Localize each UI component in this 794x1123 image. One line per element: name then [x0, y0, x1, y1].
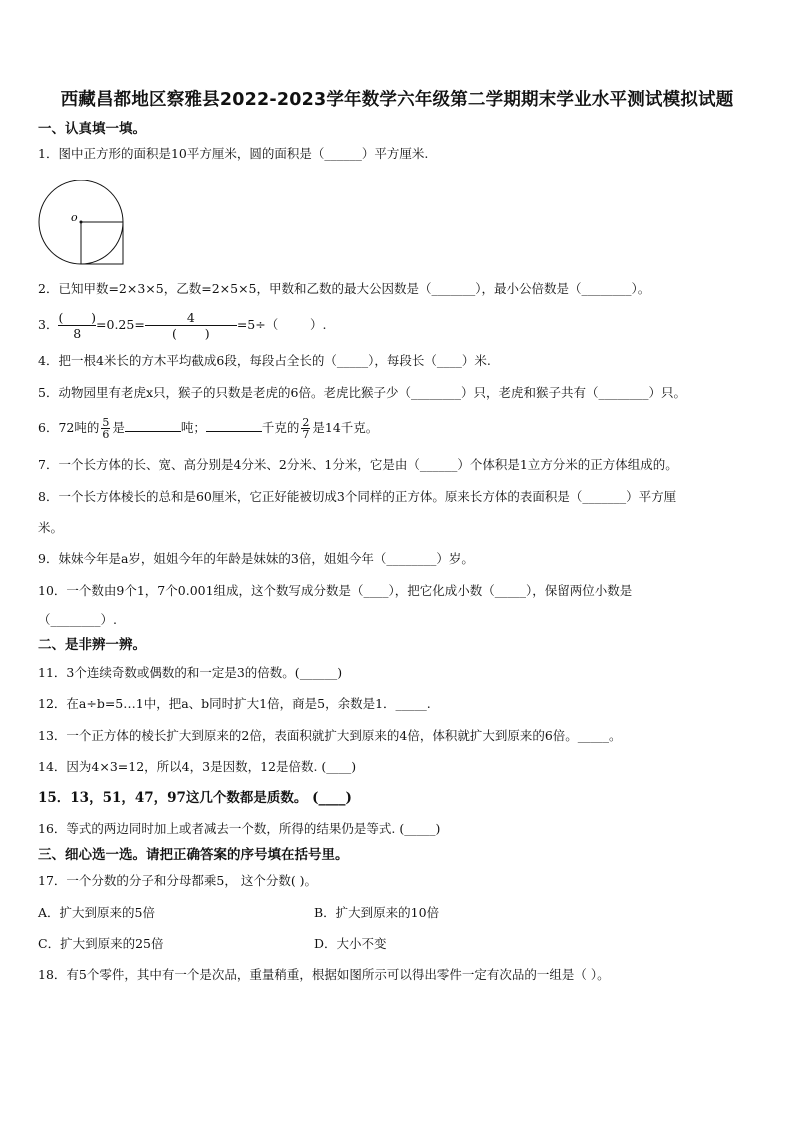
- q3-fraction-2: [145, 310, 237, 341]
- question-8: 8．一个长方体棱长的总和是60厘米，它正好能被切成3个同样的正方体。原来长方体的表面积是（_______）平方厘: [38, 489, 677, 504]
- q6-mid-3: 千克的: [261, 420, 300, 435]
- q6-fraction-1-num: 5: [102, 416, 110, 429]
- q17-option-d[interactable]: D．大小不变: [314, 936, 387, 951]
- q17-option-b[interactable]: B．扩大到原来的10倍: [314, 905, 440, 920]
- question-11: 11．3个连续奇数或偶数的和一定是3的倍数。(______): [38, 665, 343, 680]
- q3-fraction-2-num: 4: [145, 310, 237, 326]
- question-7: 7．一个长方体的长、宽、高分别是4分米、2分米、1分米，它是由（______）个体积是1立方分米的正方体组成的。: [38, 457, 678, 472]
- question-13: 13．一个正方体的棱长扩大到原来的2倍，表面积就扩大到原来的4倍，体积就扩大到原来的6倍。_____。: [38, 728, 622, 743]
- circle-square-figure: [38, 180, 128, 266]
- question-5: 5．动物园里有老虎x只，猴子的只数是老虎的6倍。老虎比猴子少（________）只，老虎和猴子共有（________）只。: [38, 385, 686, 400]
- q3-fraction-1-num: ( ): [58, 310, 97, 325]
- q6-fraction-2: [301, 417, 310, 440]
- q3-mid: =0.25=: [96, 317, 145, 332]
- center-label: o: [71, 211, 78, 224]
- q6-fraction-1-den: 6: [102, 428, 110, 441]
- question-14: 14．因为4×3=12，所以4，3是因数，12是倍数. (____): [38, 759, 357, 774]
- q6-fraction-1: [101, 417, 110, 440]
- question-17: 17．一个分数的分子和分母都乘5， 这个分数( )。: [38, 873, 318, 888]
- q6-prefix: 6．72吨的: [38, 420, 100, 435]
- question-6: [38, 413, 378, 443]
- question-12: 12．在a÷b=5…1中，把a、b同时扩大1倍，商是5，余数是1．_____.: [38, 696, 431, 711]
- q3-suffix: =5÷（ ）.: [236, 317, 327, 332]
- q6-blank-1[interactable]: [125, 419, 181, 432]
- q6-mid-1: 是: [112, 420, 125, 435]
- q6-fraction-2-den: 7: [302, 428, 310, 441]
- q3-prefix: 3．: [38, 317, 59, 332]
- page-title: 西藏昌都地区察雅县2022-2023学年数学六年级第二学期期末学业水平测试模拟试题: [60, 90, 734, 110]
- question-16: 16．等式的两边同时加上或者减去一个数，所得的结果仍是等式. (_____): [38, 821, 441, 836]
- question-2: 2．已知甲数=2×3×5，乙数=2×5×5，甲数和乙数的最大公因数是（_______），最小公倍数是（________）。: [38, 281, 651, 296]
- question-18: 18．有5个零件，其中有一个是次品，重量稍重，根据如图所示可以得出零件一定有次品的一组是（ ）。: [38, 967, 610, 982]
- question-8-continued: 米。: [38, 520, 64, 535]
- q6-suffix: 是14千克。: [312, 420, 379, 435]
- question-9: 9．妹妹今年是a岁，姐姐今年的年龄是妹妹的3倍，姐姐今年（________）岁。: [38, 551, 474, 566]
- q3-fraction-1-den: 8: [73, 326, 82, 341]
- question-10: 10．一个数由9个1，7个0.001组成，这个数写成分数是（____），把它化成小数（_____），保留两位小数是: [38, 583, 633, 598]
- section-heading-1: 一、认真填一填。: [38, 121, 146, 137]
- q3-fraction-1: [58, 310, 96, 341]
- q17-option-c[interactable]: C．扩大到原来的25倍: [38, 936, 164, 951]
- q3-fraction-2-den: ( ): [172, 326, 210, 341]
- q6-mid-2: 吨；: [180, 420, 206, 435]
- question-3: [38, 308, 326, 342]
- q6-blank-2[interactable]: [206, 419, 262, 432]
- question-10-continued: （________）.: [38, 612, 117, 627]
- section-heading-3: 三、细心选一选。请把正确答案的序号填在括号里。: [38, 847, 349, 863]
- question-4: 4．把一根4米长的方木平均截成6段，每段占全长的（_____），每段长（____）米.: [38, 353, 491, 368]
- section-heading-2: 二、是非辨一辨。: [38, 637, 146, 653]
- question-15: 15．13，51，47，97这几个数都是质数。 (____): [38, 790, 352, 806]
- question-1: 1．图中正方形的面积是10平方厘米，圆的面积是（______）平方厘米.: [38, 146, 429, 161]
- q6-fraction-2-num: 2: [302, 416, 310, 429]
- q17-option-a[interactable]: A．扩大到原来的5倍: [38, 905, 155, 920]
